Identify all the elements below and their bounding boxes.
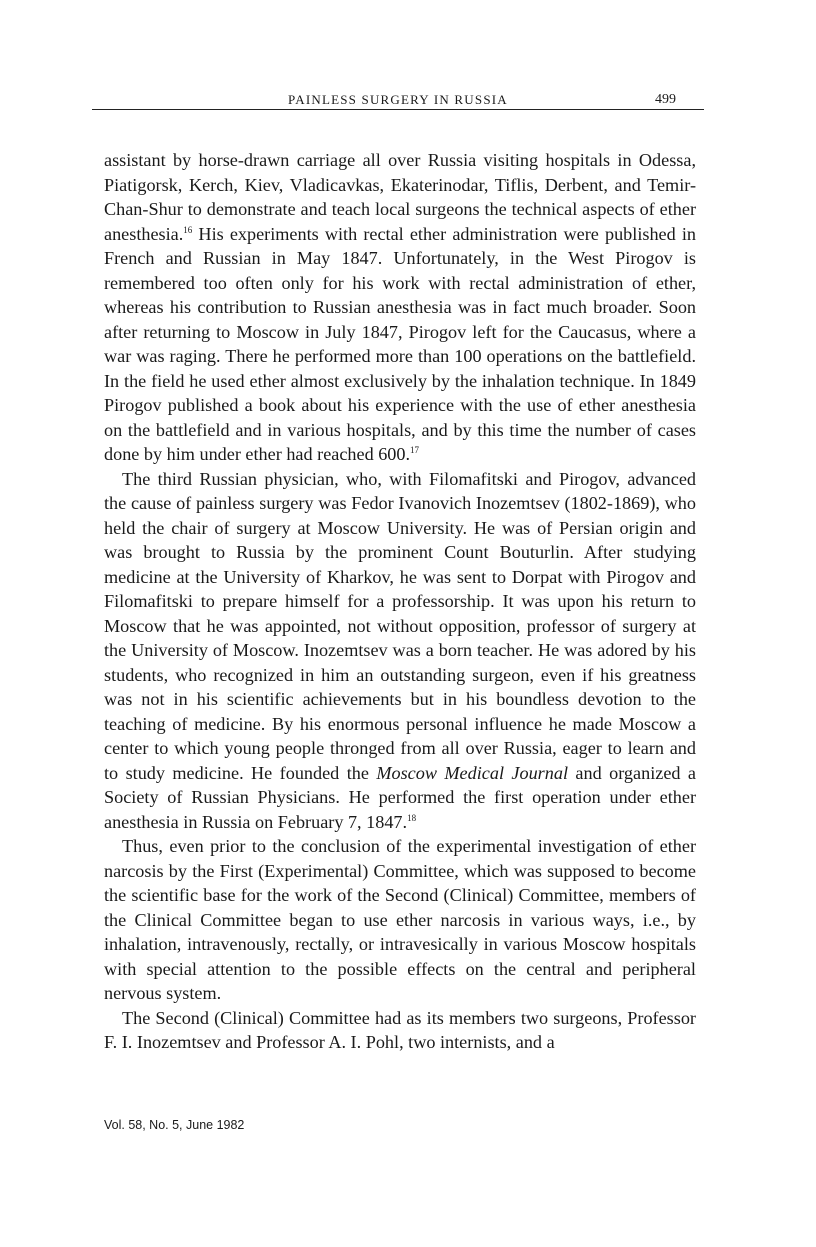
footer-citation: Vol. 58, No. 5, June 1982: [104, 1118, 245, 1132]
article-body: [104, 148, 696, 1055]
paragraph-1: [104, 148, 696, 467]
paragraph-3: Thus, even prior to the conclusion of the experimental investigation of ether narcosis by the First (Experimental) Committee, which was supposed to become the scientific base for the work of the Second (Clinical) Committee, members of the Clinical Committee began to use ether narcosis in various ways, i.e., by inhalation, intravenously, rectally, or intravesically in various Moscow hospitals with special attention to the possible effects on the central and peripheral nervous system.: [104, 836, 696, 1003]
paragraph-1-text-a: assistant by horse-drawn carriage all over Russia visiting hospitals in Odessa, Piatigorsk, Kerch, Kiev, Vladicavkas, Ekaterinodar, Tiflis, Derbent, and Temir-Chan-Shur to demonstrate and teach local surgeons the technical aspects of ether anesthesia.: [104, 150, 696, 244]
paragraph-1-text-b: His experiments with rectal ether administration were published in French and Russian in May 1847. Unfortunately, in the West Pirogov is remembered too often only for his work with rectal administration of ether, whereas his contribution to Russian anesthesia was in fact much broader. Soon after returning to Moscow in July 1847, Pirogov left for the Caucasus, where a war was raging. There he performed more than 100 operations on the battlefield. In the field he used ether almost exclusively by the inhalation technique. In 1849 Pirogov published a book about his experience with the use of ether anesthesia on the battlefield and in various hospitals, and by this time the number of cases done by him under ether had reached 600.: [104, 223, 696, 464]
journal-title: Moscow Medical Journal: [376, 762, 568, 783]
footnote-ref-18: 18: [407, 812, 417, 823]
footnote-ref-16: 16: [183, 224, 193, 235]
page-number: 499: [655, 92, 676, 107]
running-title: PAINLESS SURGERY IN RUSSIA: [288, 92, 508, 107]
running-head: [92, 91, 704, 110]
paragraph-4: The Second (Clinical) Committee had as its members two surgeons, Professor F. I. Inozemtsev and Professor A. I. Pohl, two internists, and a: [104, 1007, 696, 1052]
paragraph-2: [104, 467, 696, 835]
paragraph-2-text-a: The third Russian physician, who, with Filomafitski and Pirogov, advanced the cause of painless surgery was Fedor Ivanovich Inozemtsev (1802-1869), who held the chair of surgery at Moscow University. He was of Persian origin and was brought to Russia by the prominent Count Bouturlin. After studying medicine at the University of Kharkov, he was sent to Dorpat with Pirogov and Filomafitski to prepare himself for a professorship. It was upon his return to Moscow that he was appointed, not without opposition, professor of surgery at the University of Moscow. Inozemtsev was a born teacher. He was adored by his students, who recognized in him an outstanding surgeon, even if his greatness was not in his scientific achievements but in his boundless devotion to the teaching of medicine. By his enormous personal influence he made Moscow a center to which young people thronged from all over Russia, eager to learn and to study medicine. He founded the: [104, 468, 696, 783]
paragraph-2-text-b: and organized a Society of Russian Physicians. He performed the first operation under ether anesthesia in Russia on February 7, 1847.: [104, 762, 696, 832]
footnote-ref-17: 17: [410, 445, 420, 455]
